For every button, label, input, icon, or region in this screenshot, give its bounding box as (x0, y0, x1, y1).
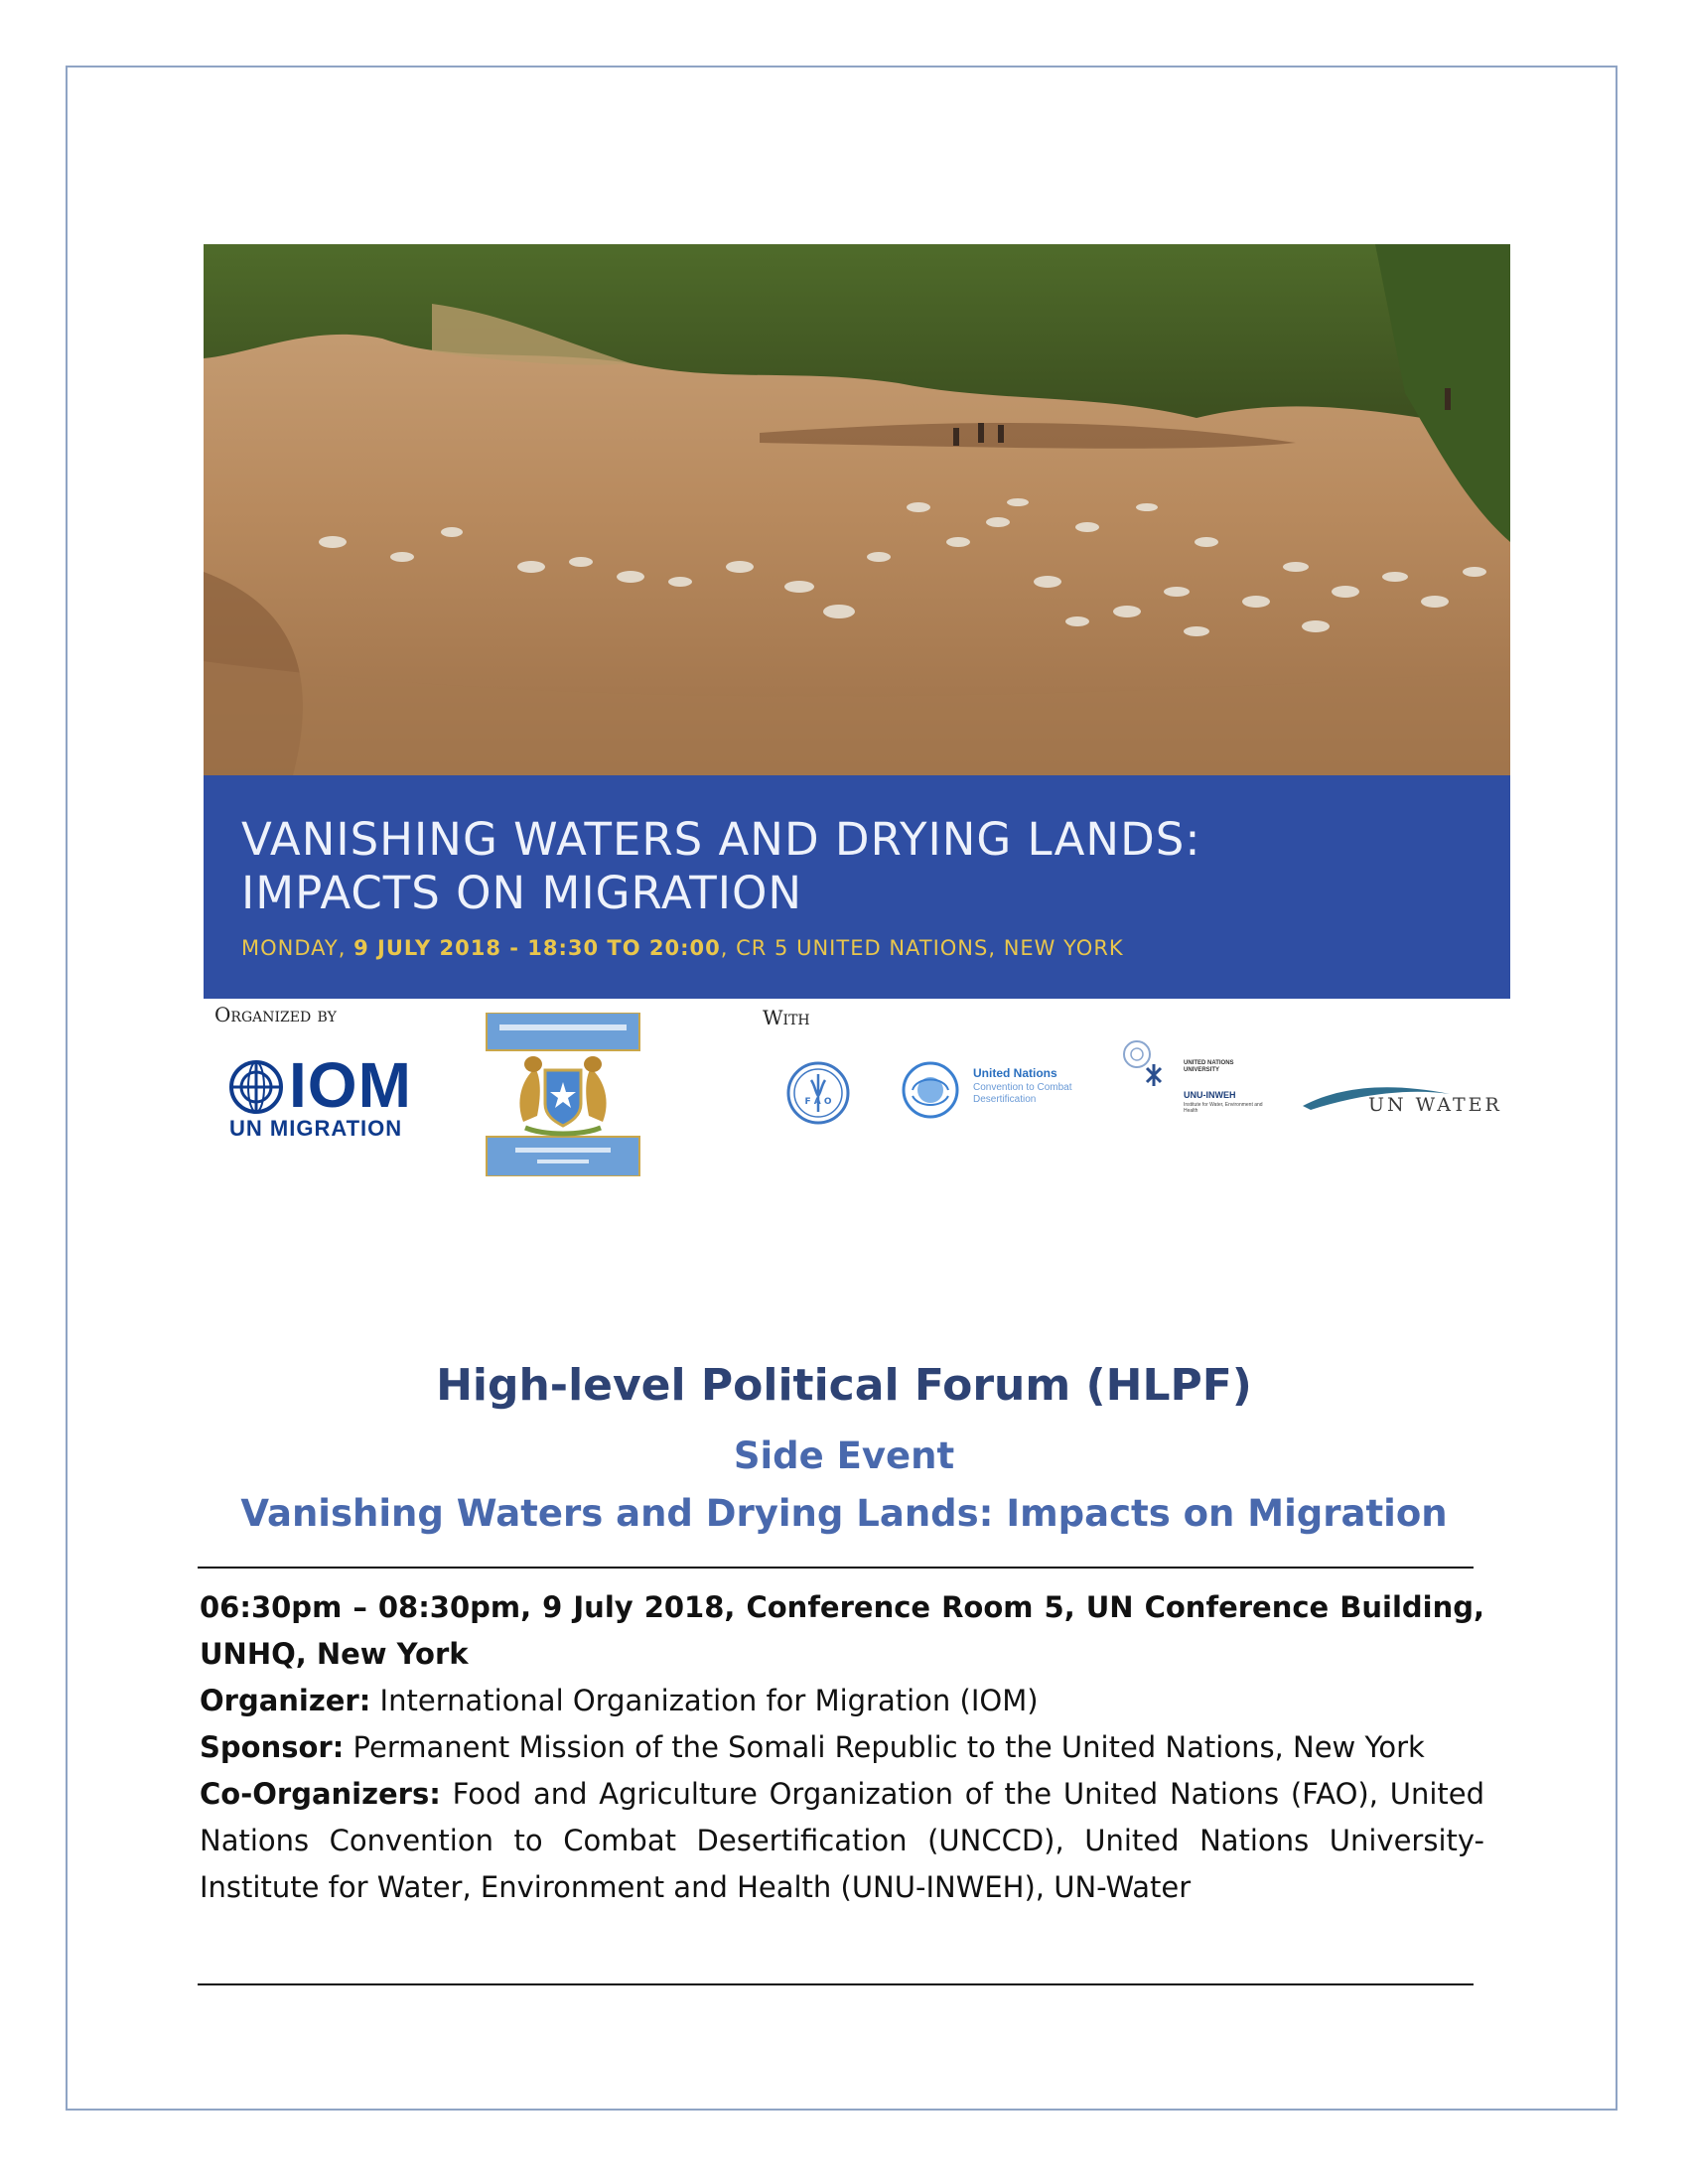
side-event-heading: Side Event (733, 1434, 955, 1477)
banner-title-line-1: VANISHING WATERS AND DRYING LANDS: (241, 813, 1201, 866)
divider-bottom (198, 1983, 1474, 1985)
event-title-heading: Vanishing Waters and Drying Lands: Impacts on Migration (240, 1492, 1448, 1535)
divider-top (198, 1567, 1474, 1569)
un-water-wordmark: UN WATER (1368, 1094, 1502, 1116)
unu-institute-label: Institute for Water, Environment and Health (1184, 1102, 1263, 1114)
banner-date-suffix: , CR 5 UNITED NATIONS, NEW YORK (720, 936, 1124, 960)
svg-text:F A O: F A O (804, 1097, 832, 1107)
fao-emblem-icon (785, 1060, 851, 1126)
iom-tagline: UN MIGRATION (229, 1116, 403, 1141)
banner-title-line-2: IMPACTS ON MIGRATION (241, 867, 803, 919)
event-details (200, 1584, 1484, 1911)
unccd-subtitle: Convention to Combat Desertification (973, 1082, 1072, 1105)
banner-date (241, 936, 1124, 960)
iom-wordmark: IOM (289, 1049, 412, 1121)
organizer-line (200, 1678, 1484, 1724)
organized-by-label: Organized by (214, 1003, 337, 1026)
unccd-logo (897, 1060, 1095, 1120)
coorganizers-value: Food and Agriculture Organization of the United Nations (FAO), United Nations Convention to Combat Desertification (UNCCD), United Nations University- Institute for Water, Environment and Health (UNU-INWEH), UN-Water (200, 1777, 1484, 1904)
organizer-value: International Organization for Migration (IOM) (370, 1684, 1039, 1717)
banner-date-prefix: MONDAY, (241, 936, 354, 960)
sponsor-line (200, 1724, 1484, 1771)
event-datetime-location: 06:30pm – 08:30pm, 9 July 2018, Conference Room 5, UN Conference Building, UNHQ, New York (200, 1590, 1484, 1671)
fao-logo (785, 1060, 851, 1131)
unccd-emblem-icon (897, 1060, 964, 1120)
organizer-label: Organizer: (200, 1684, 371, 1717)
un-emblem-icon (227, 1058, 285, 1116)
dry-riverbed-photo (204, 244, 1510, 775)
unu-university-label: UNITED NATIONS UNIVERSITY (1184, 1060, 1234, 1073)
sponsor-label: Sponsor: (200, 1730, 345, 1764)
unu-inweh-logo (1117, 1038, 1266, 1128)
event-banner (204, 244, 1510, 999)
unccd-name: United Nations (973, 1066, 1057, 1080)
banner-title-band (204, 775, 1510, 999)
with-label: With (763, 1006, 810, 1029)
forum-heading: High-level Political Forum (HLPF) (436, 1360, 1252, 1411)
somalia-mission-logo (486, 1013, 640, 1176)
unu-inweh-label: UNU-INWEH (1184, 1090, 1236, 1100)
sponsor-value: Permanent Mission of the Somali Republic to the United Nations, New York (344, 1730, 1425, 1764)
iom-logo (227, 1049, 426, 1144)
banner-date-bold: 9 JULY 2018 - 18:30 TO 20:00 (353, 936, 721, 960)
un-water-logo (1301, 1080, 1509, 1130)
coorganizers-line (200, 1771, 1484, 1911)
coorganizers-label: Co-Organizers: (200, 1777, 441, 1811)
unu-emblem-icon (1117, 1038, 1181, 1118)
